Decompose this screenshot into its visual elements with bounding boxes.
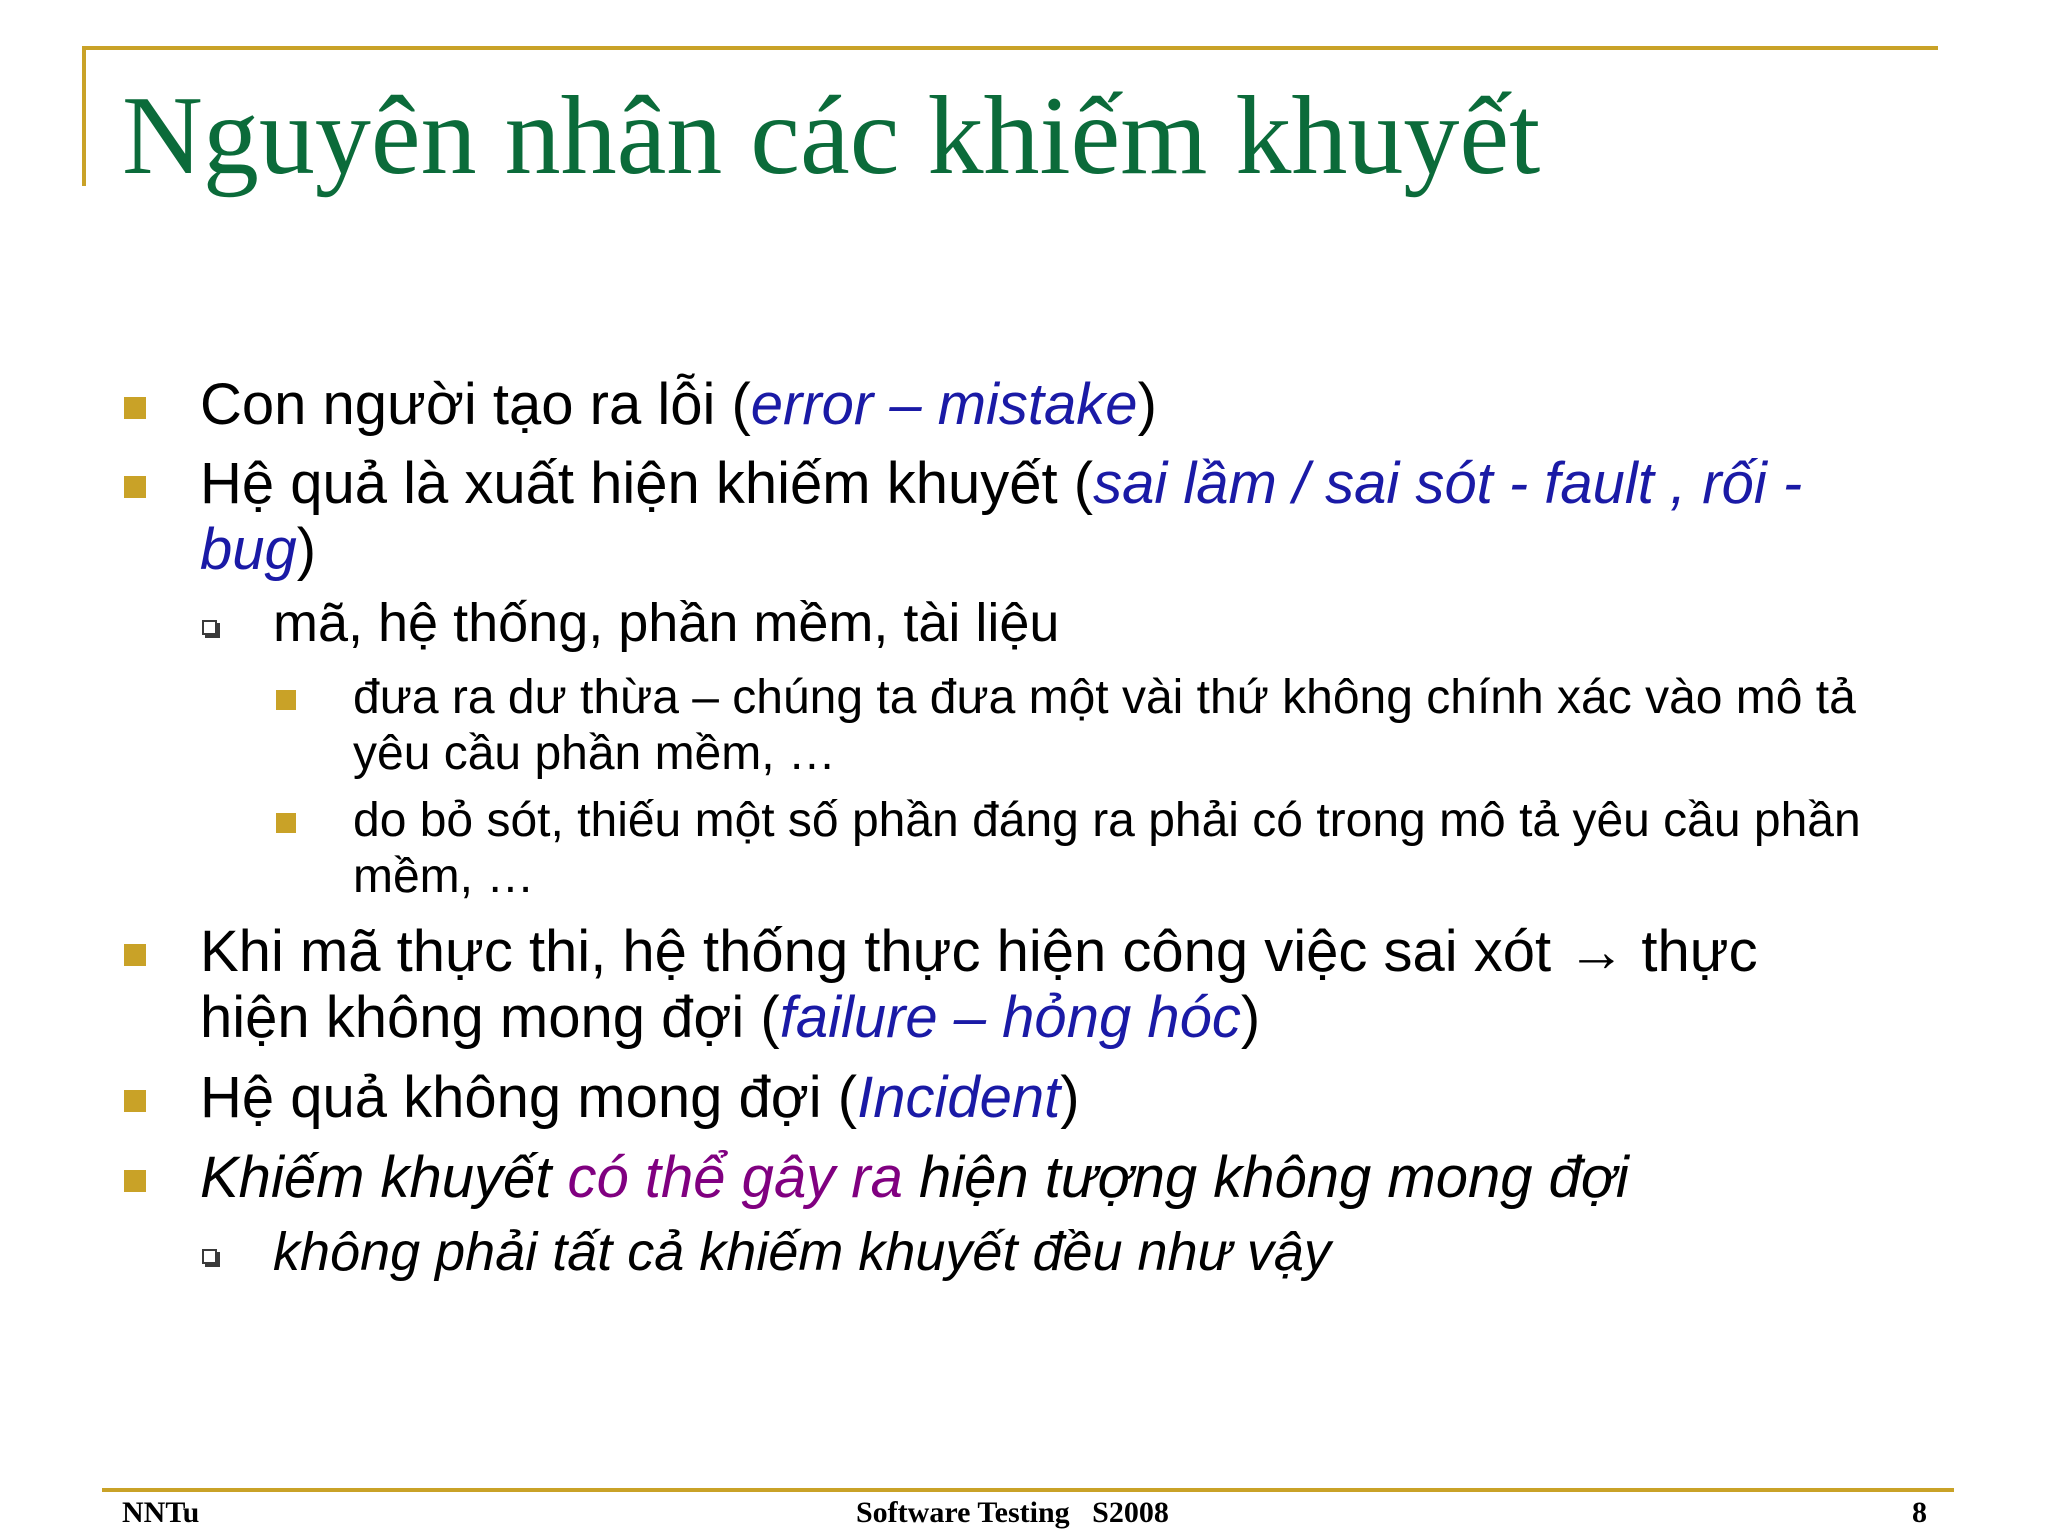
item-term: failure – hỏng hóc [779,985,1241,1050]
item-text: Khiếm khuyết [200,1145,568,1210]
square-bullet-icon [124,397,146,419]
square-bullet-icon [124,1170,146,1192]
footer-page-number: 8 [1912,1496,1927,1529]
item-text: thực hiện không mong đợi ( [200,919,1758,1050]
slide-title: Nguyên nhân các khiếm khuyết [122,74,1541,198]
item-term: error – mistake [750,372,1138,437]
item-text: ) [296,517,317,582]
footer-author: NNTu [122,1496,200,1529]
bullet-item [200,451,1880,583]
item-text: ) [1240,985,1261,1050]
item-text: hiện tượng không mong đợi [902,1145,1629,1210]
sub-sub-bullet-item: do bỏ sót, thiếu một số phần đáng ra phải có trong mô tả yêu cầu phần mềm, … [353,794,1861,903]
square-bullet-icon [276,813,296,833]
footer-course: Software Testing S2008 [856,1496,1169,1529]
item-text: Hệ quả không mong đợi ( [200,1065,858,1130]
right-arrow-icon: → [1567,919,1626,984]
bottom-rule [102,1488,1954,1492]
item-text: ) [1060,1065,1080,1130]
item-text: Hệ quả là xuất hiện khiếm khuyết ( [200,451,1094,516]
bullet-item [200,1145,1900,1211]
sub-bullet-item: mã, hệ thống, phần mềm, tài liệu [273,593,1060,653]
square-bullet-icon [124,476,146,498]
item-text: ) [1137,372,1157,437]
hollow-square-bullet-icon [202,620,217,635]
item-term: sai lầm / sai sót - fault , rối - bug [200,451,1803,582]
item-text: Con người tạo ra lỗi ( [200,372,751,437]
item-highlight: có thể gây ra [567,1145,903,1210]
sub-bullet-item: không phải tất cả khiếm khuyết đều như vậy [273,1222,1331,1282]
bullet-item [200,1065,1900,1131]
item-term: Incident [857,1065,1061,1130]
square-bullet-icon [276,690,296,710]
item-text: Khi mã thực thi, hệ thống thực hiện công việc sai xót [200,919,1568,984]
square-bullet-icon [124,944,146,966]
top-rule [82,46,1938,50]
bullet-item [200,919,1840,1051]
left-rule [82,46,86,186]
sub-sub-bullet-item: đưa ra dư thừa – chúng ta đưa một vài thứ không chính xác vào mô tả yêu cầu phần mềm, … [353,671,1856,780]
square-bullet-icon [124,1090,146,1112]
hollow-square-bullet-icon [202,1249,217,1264]
bullet-item [200,372,1900,438]
